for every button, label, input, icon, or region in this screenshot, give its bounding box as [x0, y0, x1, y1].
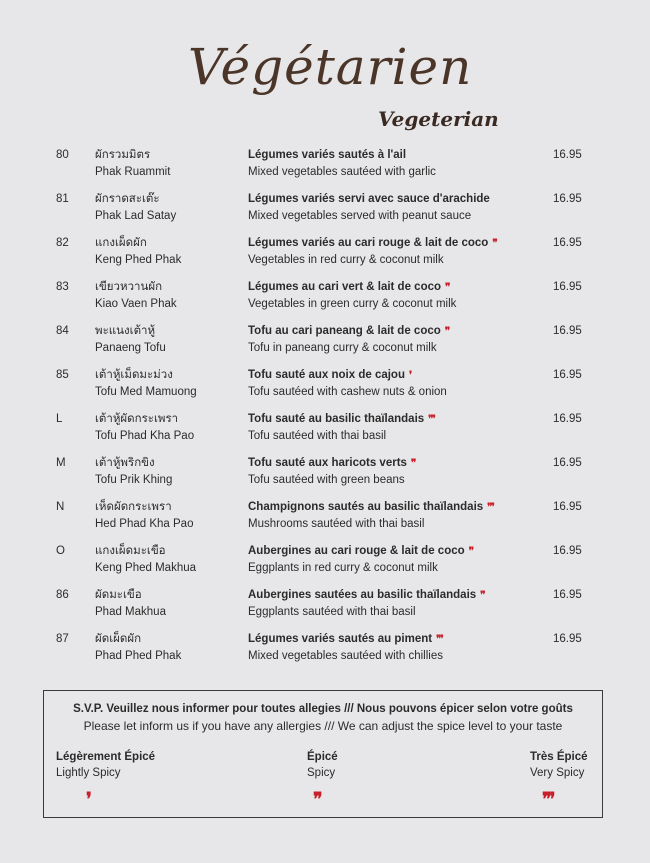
item-french-text: Légumes variés servi avec sauce d'arachide — [248, 193, 490, 205]
item-number: 86 — [56, 589, 69, 601]
menu-item — [0, 367, 650, 411]
item-french-desc — [248, 367, 411, 384]
item-price: 16.95 — [553, 413, 582, 425]
spice-level-english: Very Spicy — [530, 767, 585, 779]
allergy-notice — [43, 690, 603, 818]
item-number: M — [56, 457, 66, 469]
spice-level-english: Spicy — [307, 767, 336, 779]
spice-level-very — [530, 749, 588, 807]
menu-item — [0, 411, 650, 455]
menu-item — [0, 147, 650, 191]
item-thai-name: พะแนงเต้าหู้ — [95, 325, 156, 337]
item-roman-name: Keng Phed Phak — [95, 254, 182, 266]
notice-french: S.V.P. Veuillez nous informer pour toutes allegies /// Nous pouvons épicer selon votre goûts — [73, 703, 573, 715]
item-french-desc — [248, 499, 494, 516]
item-english-desc: Tofu sautéed with green beans — [248, 474, 405, 486]
item-price: 16.95 — [553, 589, 582, 601]
item-number: 83 — [56, 281, 69, 293]
item-english-desc: Vegetables in green curry & coconut milk — [248, 298, 457, 310]
item-french-text: Légumes variés sautés au piment — [248, 633, 433, 645]
item-price: 16.95 — [553, 501, 582, 513]
item-roman-name: Panaeng Tofu — [95, 342, 166, 354]
menu-list — [0, 147, 650, 675]
chili-icon: ❜❜ — [468, 546, 474, 557]
item-price: 16.95 — [553, 369, 582, 381]
item-price: 16.95 — [553, 457, 582, 469]
spice-level-spicy — [307, 749, 338, 807]
item-price: 16.95 — [553, 237, 582, 249]
item-french-text: Aubergines sautées au basilic thaïlandais — [248, 589, 477, 601]
item-french-text: Légumes variés sautés à l'ail — [248, 149, 407, 161]
chili-icon: ❜❜❜ — [487, 502, 494, 513]
item-french-desc — [248, 279, 449, 296]
spice-level-french: Épicé — [307, 751, 338, 763]
item-thai-name: แกงเผ็ดผัก — [95, 237, 147, 249]
chili-icon: ❜❜❜ — [428, 414, 435, 425]
item-thai-name: เต้าหู้ผัดกระเพรา — [95, 413, 179, 425]
chili-icon: ❜ — [408, 370, 412, 381]
item-number: 81 — [56, 193, 69, 205]
item-roman-name: Phak Ruammit — [95, 166, 171, 178]
menu-item — [0, 235, 650, 279]
item-price: 16.95 — [553, 325, 582, 337]
chili-pepper-icon: ❜❜ — [313, 789, 321, 809]
spice-level-french: Très Épicé — [530, 751, 588, 763]
item-thai-name: ผักราดสะเต๊ะ — [95, 193, 160, 205]
chili-icon: ❜❜ — [492, 238, 497, 249]
item-roman-name: Tofu Phad Kha Pao — [95, 430, 195, 442]
menu-item — [0, 191, 650, 235]
item-roman-name: Phak Lad Satay — [95, 210, 177, 222]
item-thai-name: เห็ดผัดกระเพรา — [95, 501, 172, 513]
item-roman-name: Phad Makhua — [95, 606, 166, 618]
menu-item — [0, 279, 650, 323]
item-roman-name: Hed Phad Kha Pao — [95, 518, 194, 530]
spice-level-lightly — [56, 749, 155, 807]
menu-item — [0, 323, 650, 367]
item-number: 84 — [56, 325, 69, 337]
item-price: 16.95 — [553, 545, 582, 557]
item-thai-name: ผักรวมมิตร — [95, 149, 151, 161]
item-french-text: Légumes variés au cari rouge & lait de coco — [248, 237, 489, 249]
item-number: 82 — [56, 237, 69, 249]
chili-icon: ❜❜❜ — [436, 634, 443, 645]
menu-item — [0, 631, 650, 675]
spice-level-french: Légèrement Épicé — [56, 751, 156, 763]
item-french-desc — [248, 235, 497, 252]
item-number: N — [56, 501, 65, 513]
item-english-desc: Eggplants in red curry & coconut milk — [248, 562, 438, 574]
item-french-desc — [248, 147, 410, 164]
chili-icon: ❜❜ — [444, 326, 450, 337]
item-number: O — [56, 545, 65, 557]
item-french-desc — [248, 191, 494, 208]
item-french-desc — [248, 543, 473, 560]
spice-level-english: Lightly Spicy — [56, 767, 121, 779]
item-number: L — [56, 413, 63, 425]
item-french-text: Tofu sauté aux haricots verts — [248, 457, 407, 469]
item-english-desc: Mixed vegetables sautéed with garlic — [248, 166, 436, 178]
item-french-text: Tofu sauté au basilic thaïlandais — [248, 413, 425, 425]
item-roman-name: Keng Phed Makhua — [95, 562, 197, 574]
item-french-desc — [248, 455, 415, 472]
item-french-text: Tofu au cari paneang & lait de coco — [248, 325, 441, 337]
item-roman-name: Phad Phed Phak — [95, 650, 182, 662]
item-price: 16.95 — [553, 193, 582, 205]
item-english-desc: Tofu sautéed with cashew nuts & onion — [248, 386, 447, 398]
chili-icon: ❜❜ — [410, 458, 416, 469]
item-french-text: Tofu sauté aux noix de cajou — [248, 369, 405, 381]
item-french-text: Légumes au cari vert & lait de coco — [248, 281, 442, 293]
item-english-desc: Vegetables in red curry & coconut milk — [248, 254, 444, 266]
item-english-desc: Tofu sautéed with thai basil — [248, 430, 387, 442]
item-french-desc — [248, 323, 449, 340]
item-english-desc: Mixed vegetables served with peanut sauce — [248, 210, 472, 222]
menu-item — [0, 543, 650, 587]
item-roman-name: Kiao Vaen Phak — [95, 298, 177, 310]
notice-english: Please let inform us if you have any allergies /// We can adjust the spice level to your taste — [83, 719, 563, 733]
item-english-desc: Eggplants sautéed with thai basil — [248, 606, 416, 618]
menu-item — [0, 587, 650, 631]
chili-icon: ❜❜ — [445, 282, 450, 293]
item-number: 85 — [56, 369, 69, 381]
item-number: 87 — [56, 633, 69, 645]
item-price: 16.95 — [553, 281, 582, 293]
item-price: 16.95 — [553, 149, 582, 161]
page-title: Végétarien — [188, 38, 473, 96]
item-thai-name: ผัดมะเขือ — [95, 589, 142, 601]
item-thai-name: เขียวหวานผัก — [95, 281, 163, 293]
item-english-desc: Mushrooms sautéed with thai basil — [248, 518, 425, 530]
item-number: 80 — [56, 149, 69, 161]
item-french-desc — [248, 631, 443, 648]
item-thai-name: เต้าหู้พริกขิง — [95, 457, 155, 469]
item-price: 16.95 — [553, 633, 582, 645]
chili-pepper-icon: ❜ — [86, 789, 90, 809]
chili-icon: ❜❜ — [480, 590, 485, 601]
item-french-text: Champignons sautés au basilic thaïlandais — [248, 501, 484, 513]
item-roman-name: Tofu Med Mamuong — [95, 386, 197, 398]
page-subtitle: Vegeterian — [378, 107, 499, 131]
item-roman-name: Tofu Prik Khing — [95, 474, 173, 486]
item-french-desc — [248, 411, 435, 428]
menu-item — [0, 499, 650, 543]
item-french-text: Aubergines au cari rouge & lait de coco — [248, 545, 465, 557]
item-english-desc: Tofu in paneang curry & coconut milk — [248, 342, 437, 354]
item-english-desc: Mixed vegetables sautéed with chillies — [248, 650, 443, 662]
item-french-desc — [248, 587, 485, 604]
item-thai-name: แกงเผ็ดมะเขือ — [95, 545, 166, 557]
chili-pepper-icon: ❜❜❜ — [542, 789, 554, 809]
item-thai-name: ผัดเผ็ดผัก — [95, 633, 142, 645]
item-thai-name: เต้าหู้เม็ดมะม่วง — [95, 369, 173, 381]
menu-item — [0, 455, 650, 499]
